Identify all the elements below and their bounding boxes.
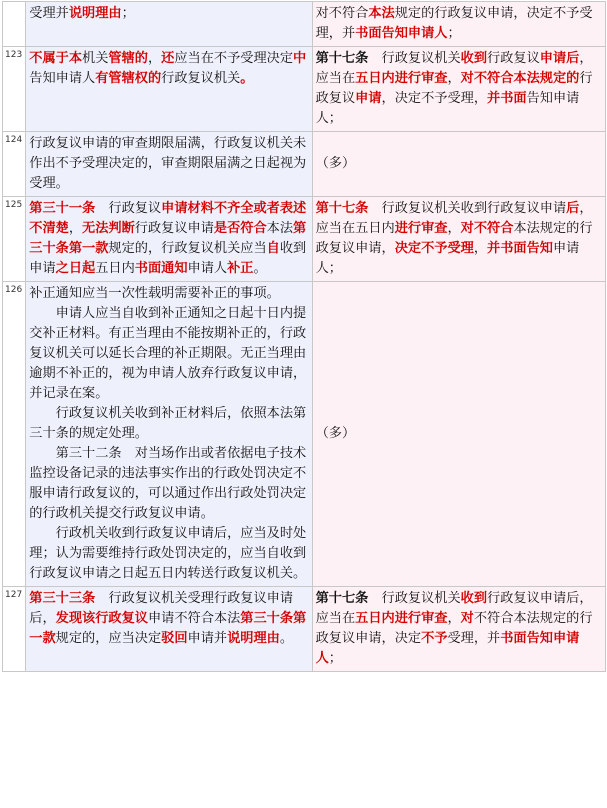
- text-run: 行政复议申请后，应当在: [315, 591, 593, 626]
- text-run: 不符合本法规定的行政复议申请，决定: [315, 611, 593, 646]
- paragraph: 行政机关收到行政复议申请后，应当及时处理；认为需要维持行政处罚决定的，应当自收到行政复议申请之日起五日内转送行政复议机关。: [29, 526, 307, 581]
- text-run: ；: [447, 26, 461, 41]
- text-run: ，应当在: [315, 51, 593, 86]
- text-run: 行政复议申请: [134, 221, 214, 236]
- emphasized-text-run: 说明理由: [68, 6, 122, 21]
- paragraph: 第三十二条 对当场作出或者依据电子技术监控设备记录的违法事实作出的行政处罚决定不服申请行政复议的，可以通过作出行政处罚决定的行政机关提交行政复议申请。: [29, 446, 307, 521]
- text-run: 规定的，应当决定: [55, 631, 162, 646]
- row-number: 126: [3, 282, 26, 587]
- emphasized-text-run: 管辖的: [108, 51, 148, 66]
- new-law-cell: [26, 2, 312, 47]
- emphasized-text-run: 说明理由: [227, 631, 280, 646]
- paragraph: [29, 4, 308, 24]
- text-run: ，: [447, 71, 461, 86]
- row-number: 125: [3, 197, 26, 282]
- emphasized-text-run: 决定不予受理: [394, 241, 474, 256]
- emphasized-text-run: 进行审查: [394, 221, 448, 236]
- emphasized-text-run: 驳回: [161, 631, 188, 646]
- text-run: 受理，并: [447, 631, 501, 646]
- emphasized-text-run: 对不符合本法规定的: [460, 71, 580, 86]
- old-law-cell: [312, 197, 605, 282]
- text-run: 。: [253, 261, 267, 276]
- text-run: 行政复议: [95, 201, 162, 216]
- text-run: 行政复议: [315, 71, 593, 106]
- emphasized-text-run: 。: [240, 71, 254, 86]
- text-run: 行政复议: [487, 51, 540, 66]
- text-run: 五日内: [95, 261, 135, 276]
- paragraph: 补正通知应当一次性载明需要补正的事项。: [29, 286, 280, 301]
- text-run: ，: [147, 51, 162, 66]
- new-law-cell: [26, 587, 312, 672]
- emphasized-text-run: 五日内进行审查: [355, 71, 448, 86]
- emphasized-text-run: 本法: [368, 6, 395, 21]
- text-run: 告知申请人: [29, 71, 96, 86]
- text-run: ，: [447, 221, 461, 236]
- paragraph: 申请人应当自收到补正通知之日起十日内提交补正材料。有正当理由不能按期补正的，行政复议机关可以延长合理的补正期限。无正当理由逾期不补正的，视为申请人放弃行政复议申请，并记录在案。: [29, 306, 307, 401]
- table-row: [3, 282, 606, 587]
- same-as-above-note: （多）: [315, 426, 356, 441]
- emphasized-text-run: 五日内进行审查: [355, 611, 448, 626]
- emphasized-text-run: 第三十三条: [29, 591, 96, 606]
- emphasized-text-run: 申请: [355, 91, 382, 106]
- text-run: 机关: [82, 51, 109, 66]
- paragraph: [316, 589, 602, 669]
- emphasized-text-run: 收到: [460, 51, 488, 66]
- paragraph: [29, 589, 308, 649]
- table-row: [3, 587, 606, 672]
- text-run: 行政复议申请的审查期限届满，行政复议机关未作出不予受理决定的，审查期限届满之日起视为受理。: [29, 136, 307, 191]
- row-number: [3, 2, 26, 47]
- emphasized-text-run: 申请材料不齐全或者表述不清楚: [29, 201, 307, 236]
- old-law-cell: [312, 2, 605, 47]
- text-run: ，: [447, 611, 461, 626]
- text-run: 应当在不予受理决定: [174, 51, 294, 66]
- text-run: 行政复议机关: [368, 51, 461, 66]
- emphasized-text-run: 第十七条: [315, 51, 369, 66]
- emphasized-text-run: 对: [460, 611, 474, 626]
- text-run: 申请并: [187, 631, 228, 646]
- paragraph: [29, 134, 308, 194]
- emphasized-text-run: 对不符合: [460, 221, 514, 236]
- text-run: ；: [328, 651, 342, 666]
- row-number: 124: [3, 132, 26, 197]
- paragraph: [316, 199, 602, 279]
- text-run: 申请人；: [315, 241, 580, 276]
- new-law-cell: [26, 282, 312, 587]
- text-run: 受理并: [29, 6, 69, 21]
- text-run: 收到申请: [29, 241, 307, 276]
- emphasized-text-run: 书面告知申请人: [315, 631, 580, 666]
- new-law-cell: [26, 132, 312, 197]
- text-run: 行政复议机关: [161, 71, 241, 86]
- text-run: 申请不符合本法: [147, 611, 241, 626]
- emphasized-text-run: 第十七条: [315, 201, 369, 216]
- emphasized-text-run: 还: [161, 51, 175, 66]
- comparison-table-body: [3, 2, 606, 672]
- same-as-above-note: （多）: [315, 156, 356, 171]
- emphasized-text-run: 书面通知: [134, 261, 188, 276]
- emphasized-text-run: 第三十一条: [29, 201, 96, 216]
- emphasized-text-run: 自: [266, 241, 280, 256]
- row-number: 127: [3, 587, 26, 672]
- text-run: 申请人: [187, 261, 228, 276]
- emphasized-text-run: 之日起: [55, 261, 96, 276]
- text-run: 告知申请人；: [315, 91, 580, 126]
- comparison-table: [2, 1, 606, 672]
- table-row: [3, 197, 606, 282]
- paragraph: [29, 199, 308, 279]
- emphasized-text-run: 第三十条第一款: [29, 611, 307, 646]
- text-run: 行政复议机关受理行政复议申请后，: [29, 591, 294, 626]
- text-run: ，决定不予受理，: [381, 91, 488, 106]
- emphasized-text-run: 并书面告知: [487, 241, 553, 256]
- emphasized-text-run: 发现该行政复议: [55, 611, 148, 626]
- emphasized-text-run: 不予: [421, 631, 448, 646]
- text-run: ，: [473, 241, 488, 256]
- emphasized-text-run: 后: [566, 201, 580, 216]
- new-law-cell: [26, 47, 312, 132]
- emphasized-text-run: 第三十条第一款: [29, 221, 307, 256]
- paragraph: [316, 49, 602, 129]
- row-number: 123: [3, 47, 26, 132]
- new-law-cell: [26, 197, 312, 282]
- emphasized-text-run: 收到: [460, 591, 488, 606]
- old-law-cell: [312, 282, 605, 587]
- text-run: 行政复议机关: [368, 591, 461, 606]
- text-run: 对不符合: [315, 6, 369, 21]
- text-run: 规定的，行政复议机关应当: [108, 241, 267, 256]
- emphasized-text-run: 是否符合: [213, 221, 267, 236]
- text-run: 规定的行政复议申请，决定不予受理，并: [315, 6, 593, 41]
- old-law-cell: [312, 47, 605, 132]
- paragraph: [316, 4, 602, 44]
- text-run: 行政复议机关收到行政复议申请: [368, 201, 567, 216]
- table-row: [3, 132, 606, 197]
- paragraph: [29, 49, 308, 89]
- paragraph: 行政复议机关收到补正材料后，依照本法第三十条的规定处理。: [29, 406, 307, 441]
- text-run: ，应当在五日内: [315, 201, 593, 236]
- emphasized-text-run: 中: [293, 51, 307, 66]
- emphasized-text-run: 无法判断: [82, 221, 135, 236]
- text-run: 。: [279, 631, 294, 646]
- emphasized-text-run: 补正: [227, 261, 254, 276]
- text-run: 本法规定的行政复议申请，: [315, 221, 593, 256]
- emphasized-text-run: 有管辖权的: [95, 71, 162, 86]
- old-law-cell: [312, 132, 605, 197]
- text-run: 本法: [266, 221, 294, 236]
- table-row: [3, 2, 606, 47]
- emphasized-text-run: 并书面: [487, 91, 527, 106]
- old-law-cell: [312, 587, 605, 672]
- emphasized-text-run: 第十七条: [315, 591, 369, 606]
- emphasized-text-run: 书面告知申请人: [355, 26, 448, 41]
- emphasized-text-run: 不属于本: [29, 51, 83, 66]
- text-run: ；: [121, 6, 135, 21]
- table-row: [3, 47, 606, 132]
- text-run: ，: [68, 221, 83, 236]
- emphasized-text-run: 申请后: [539, 51, 580, 66]
